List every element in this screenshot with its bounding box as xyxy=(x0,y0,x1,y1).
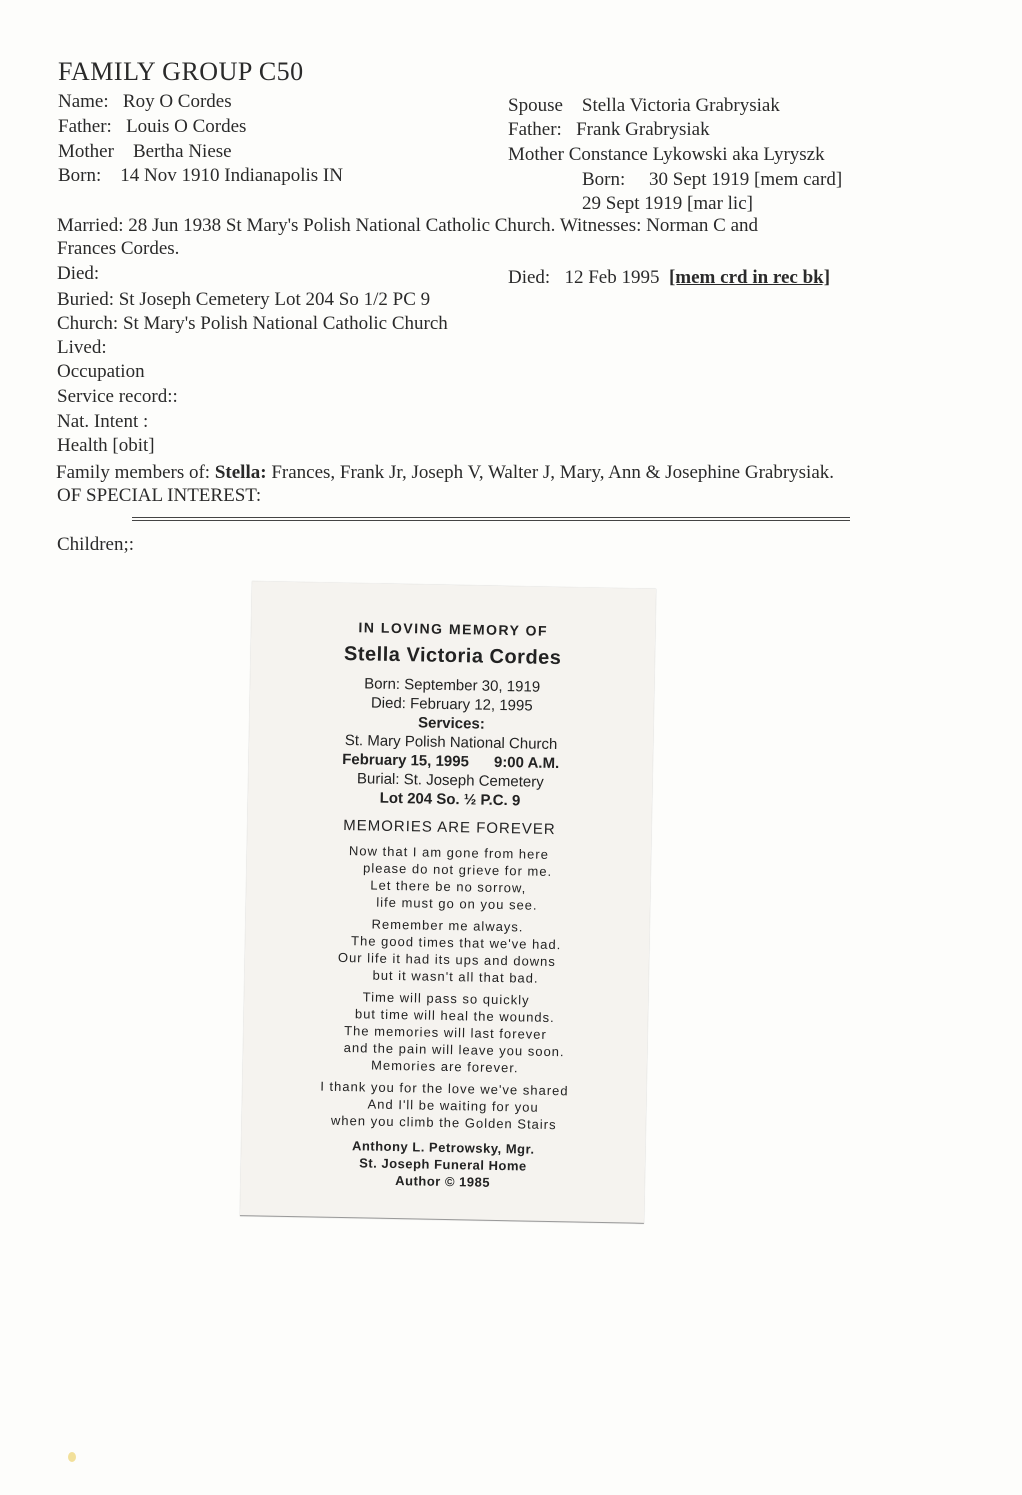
family-name: Stella: xyxy=(214,462,267,483)
card-church: St. Mary Polish National Church xyxy=(344,731,558,754)
card-lot: Lot 204 So. ½ P.C. 9 xyxy=(379,789,521,810)
poem-line: and the pain will leave you soon. xyxy=(343,1040,565,1060)
spouse-father-label: Father: xyxy=(508,119,562,140)
poem-line: And I'll be waiting for you xyxy=(367,1096,539,1115)
spouse-born-memcard: 30 Sept 1919 [mem card] xyxy=(649,169,843,190)
died-note: [mem crd in rec bk] xyxy=(668,267,831,288)
poem-line: please do not grieve for me. xyxy=(362,860,553,879)
card-name: Stella Victoria Cordes xyxy=(343,642,562,670)
card-services: Services: xyxy=(417,714,485,733)
card-burial: Burial: St. Joseph Cemetery xyxy=(356,770,544,791)
poem-stanza-1 xyxy=(246,840,651,916)
memorial-card xyxy=(240,581,656,1224)
credit-line: St. Joseph Funeral Home xyxy=(359,1155,527,1174)
poem-line: but time will heal the wounds. xyxy=(354,1006,555,1026)
poem-line: The memories will last forever xyxy=(344,1023,547,1042)
husband-name-row xyxy=(58,90,232,114)
poem-line: life must go on you see. xyxy=(376,894,538,913)
poem-stanza-2 xyxy=(244,913,649,989)
family-list: Frances, Frank Jr, Joseph V, Walter J, Mary, Ann & Josephine Grabrysiak. xyxy=(266,462,835,483)
divider-line xyxy=(132,517,850,521)
poem-stanza-4 xyxy=(242,1076,647,1135)
card-date: February 15, 1995 xyxy=(342,750,470,771)
family-prefix: Family members of: xyxy=(56,462,215,483)
poem-line: Memories are forever. xyxy=(371,1057,519,1076)
spouse-father-row xyxy=(508,118,710,142)
spouse-born-row xyxy=(582,168,842,192)
card-credits xyxy=(241,1135,646,1194)
married-line-2: Frances Cordes. xyxy=(57,238,180,259)
poem-line: I thank you for the love we've shared xyxy=(320,1078,569,1099)
husband-died: Died: xyxy=(57,263,100,284)
spouse-mother-label: Mother xyxy=(508,144,564,165)
poem-line: Let there be no sorrow, xyxy=(370,877,527,896)
paper-speck xyxy=(68,1452,76,1462)
nat-intent-field: Nat. Intent : xyxy=(57,411,149,432)
credit-line: Anthony L. Petrowsky, Mgr. xyxy=(351,1138,535,1157)
poem-stanza-3 xyxy=(243,986,649,1079)
spouse-died-row xyxy=(508,266,830,290)
church-field: Church: St Mary's Polish National Catholic Church xyxy=(57,313,448,334)
special-interest: OF SPECIAL INTEREST: xyxy=(57,485,262,506)
spouse-name-row xyxy=(508,94,780,118)
husband-father-row xyxy=(58,115,246,139)
page-title: FAMILY GROUP C50 xyxy=(58,57,304,86)
spouse-born-label: Born: xyxy=(582,169,626,190)
poem-line: Time will pass so quickly xyxy=(362,989,530,1008)
husband-mother: Bertha Niese xyxy=(132,141,232,162)
spouse-label: Spouse xyxy=(508,95,563,116)
credit-line: Author © 1985 xyxy=(395,1173,491,1190)
spouse-mother-row xyxy=(508,143,825,167)
poem-line: Our life it had its ups and downs xyxy=(337,949,557,970)
occupation-field: Occupation xyxy=(57,361,145,382)
father-label: Father: xyxy=(58,116,112,137)
husband-mother-row xyxy=(58,140,232,164)
card-died: Died: February 12, 1995 xyxy=(370,694,533,715)
spouse-father: Frank Grabrysiak xyxy=(576,119,710,140)
married-line-1: Married: 28 Jun 1938 St Mary's Polish National Catholic Church. Witnesses: Norman C and xyxy=(57,215,759,236)
poem-line: The good times that we've had. xyxy=(350,933,562,953)
spouse-died: 12 Feb 1995 xyxy=(564,267,660,288)
card-poem xyxy=(242,840,651,1135)
husband-born: 14 Nov 1910 Indianapolis IN xyxy=(120,165,343,186)
spouse-born-marlic: 29 Sept 1919 [mar lic] xyxy=(582,193,753,214)
poem-line: when you climb the Golden Stairs xyxy=(330,1112,557,1133)
husband-father: Louis O Cordes xyxy=(126,116,247,137)
mother-label: Mother xyxy=(58,141,114,162)
poem-line: Now that I am gone from here xyxy=(348,843,550,862)
card-time: 9:00 A.M. xyxy=(493,753,560,773)
card-motto: MEMORIES ARE FOREVER xyxy=(343,816,556,839)
poem-line: Remember me always. xyxy=(371,916,524,935)
husband-name: Roy O Cordes xyxy=(122,91,232,112)
family-members-row xyxy=(56,461,834,485)
poem-line: but it wasn't all that bad. xyxy=(372,967,539,986)
health-field: Health [obit] xyxy=(57,435,155,456)
husband-born-row xyxy=(58,164,343,188)
children-label: Children;: xyxy=(57,534,135,555)
name-label: Name: xyxy=(58,91,109,112)
lived-field: Lived: xyxy=(57,337,107,358)
service-record-field: Service record:: xyxy=(57,386,178,407)
spouse-mother: Constance Lykowski aka Lyryszk xyxy=(568,144,825,165)
card-born: Born: September 30, 1919 xyxy=(364,675,541,696)
spouse-name: Stella Victoria Grabrysiak xyxy=(581,95,780,116)
buried-field: Buried: St Joseph Cemetery Lot 204 So 1/2 PC 9 xyxy=(57,289,431,310)
card-heading: IN LOVING MEMORY OF xyxy=(358,619,549,639)
born-label: Born: xyxy=(58,165,102,186)
spouse-died-label: Died: xyxy=(508,267,551,288)
